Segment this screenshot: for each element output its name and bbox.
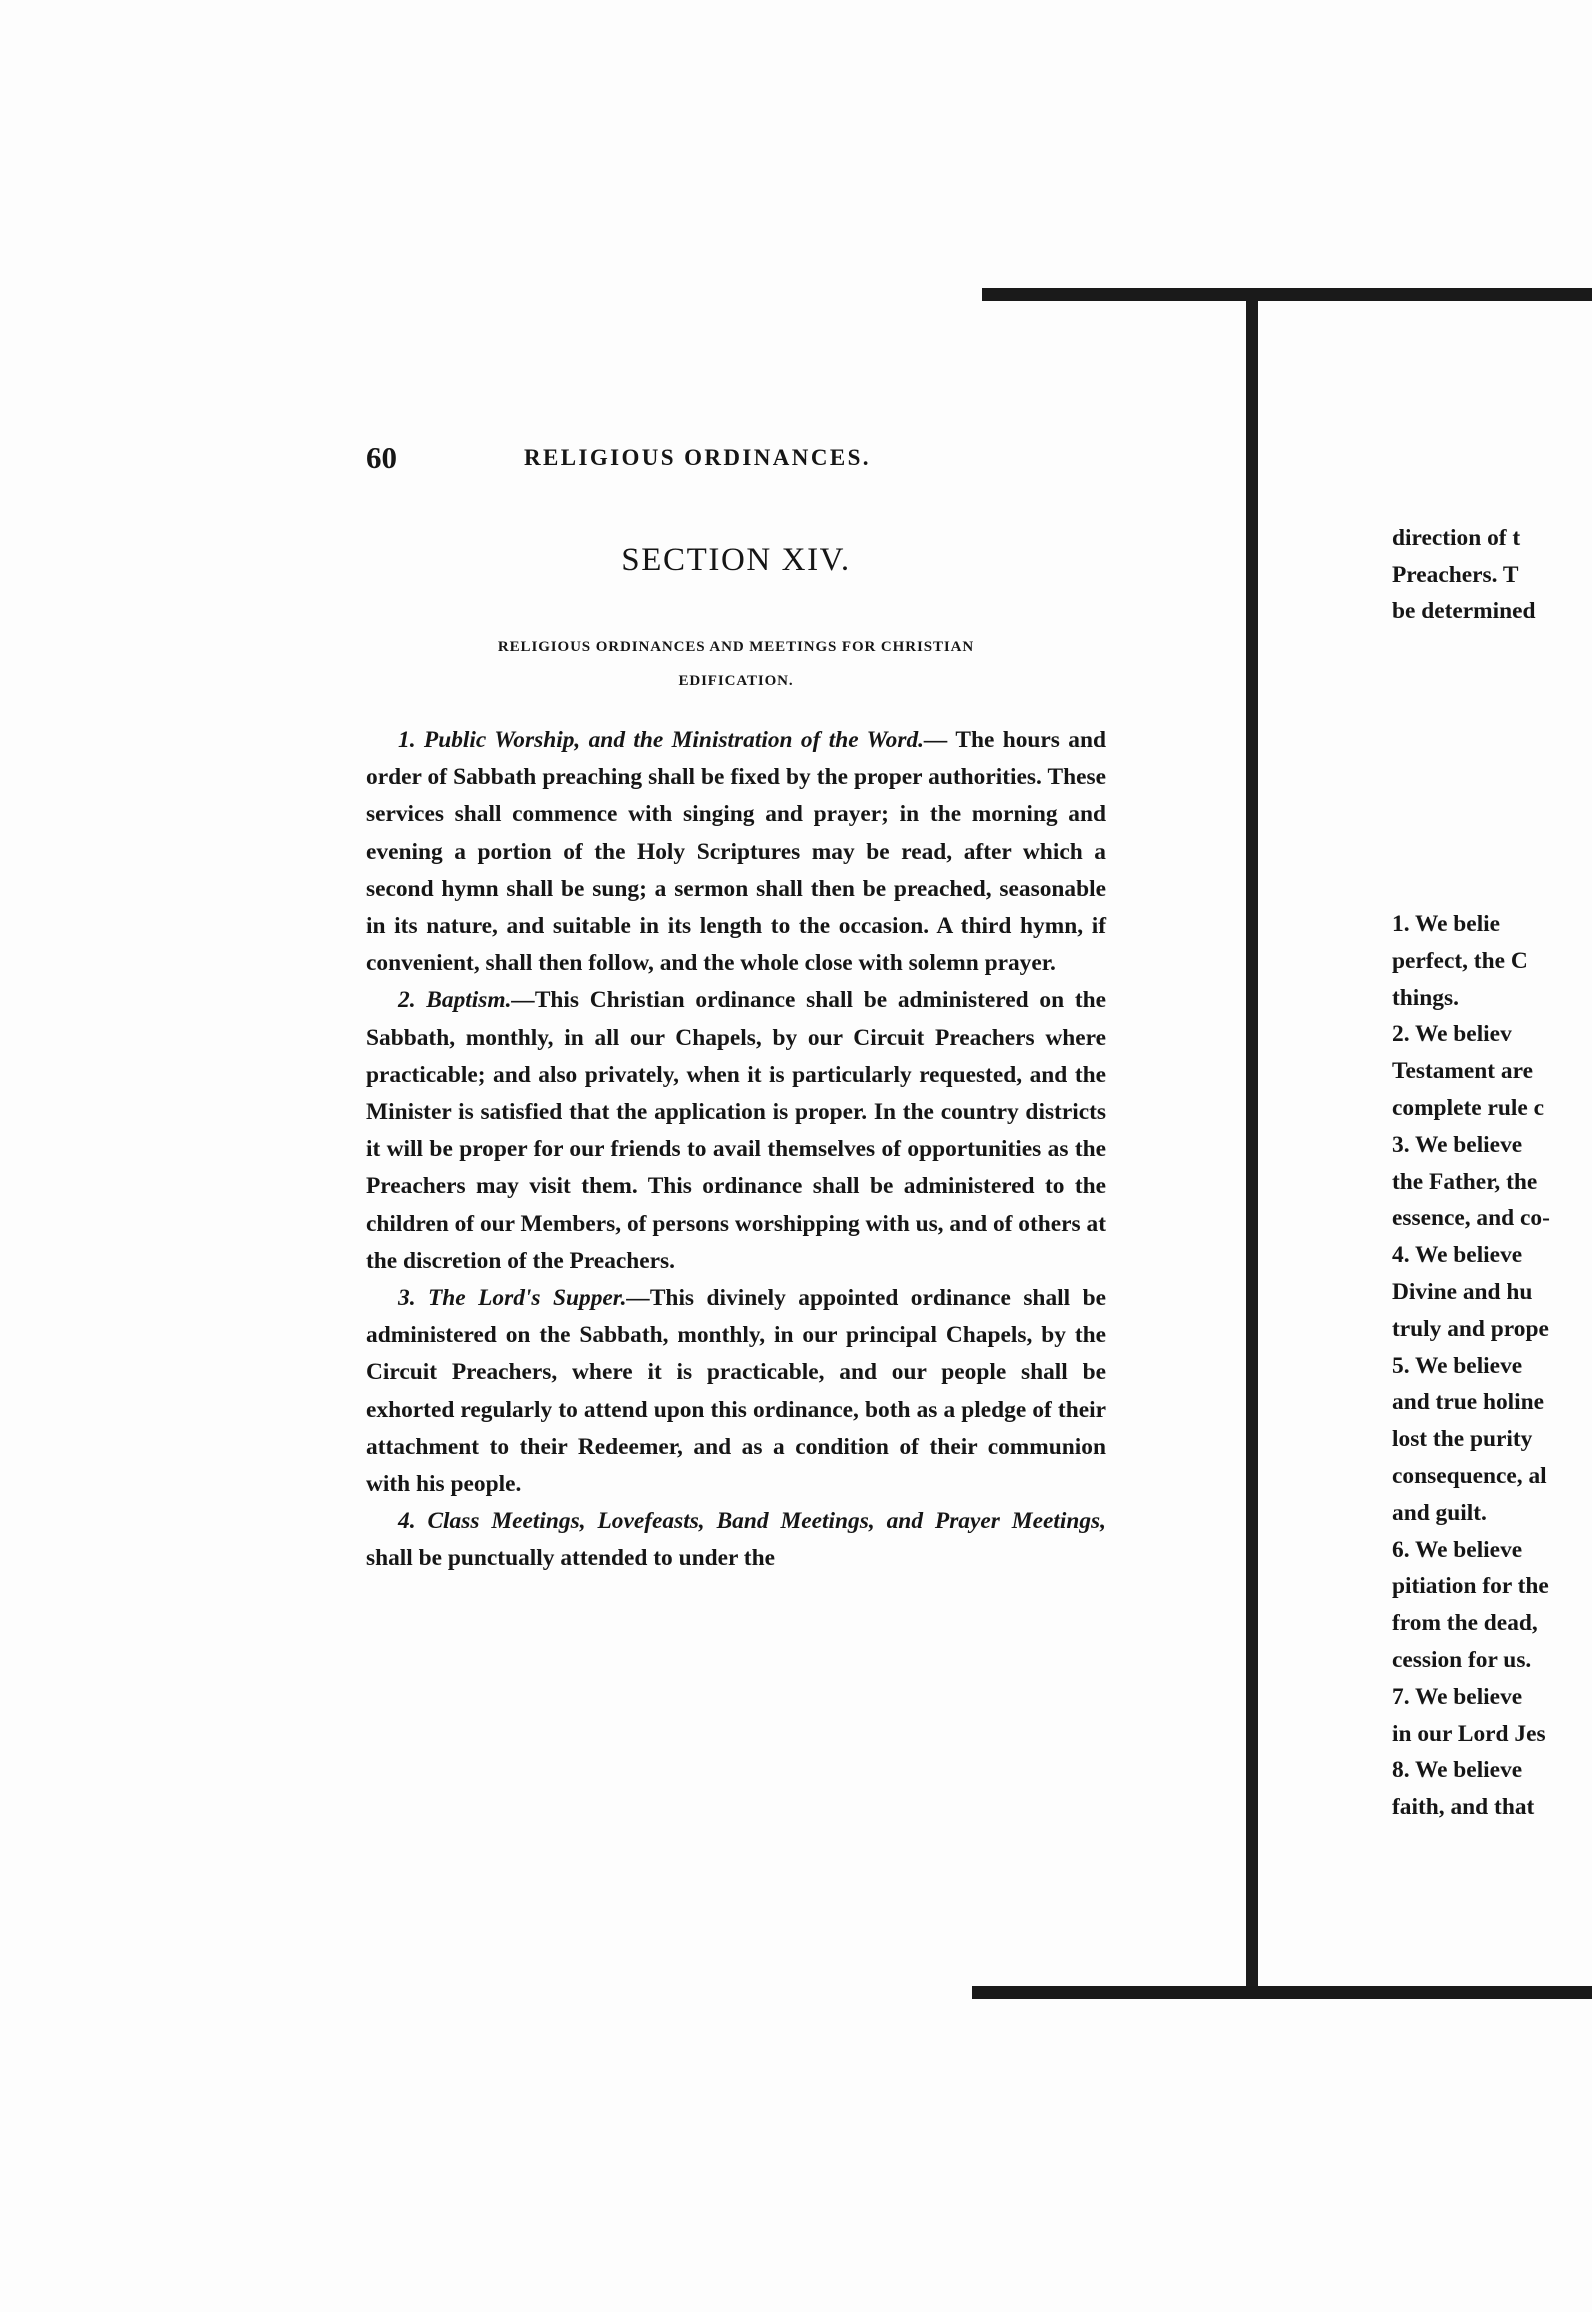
- right-page-line: 1. We belie: [1392, 911, 1501, 937]
- page-number: 60: [366, 440, 397, 475]
- right-page-fragment: [1392, 520, 1592, 1900]
- right-page-line: and guilt.: [1392, 1499, 1487, 1526]
- right-page-line: pitiation for the: [1392, 1573, 1549, 1600]
- right-page-top-lines: [1392, 520, 1536, 630]
- paragraph-baptism: [366, 982, 1106, 1280]
- paragraph-heading: 4. Class Meetings, Lovefeasts, Band Meetings, and Prayer Meetings,: [398, 1508, 1106, 1535]
- gutter-rule: [1246, 300, 1258, 1988]
- running-head: [366, 440, 1106, 484]
- bottom-binding-rule: [972, 1986, 1592, 1999]
- right-page-line: truly and prope: [1392, 1315, 1549, 1342]
- paragraph-public-worship: [366, 722, 1106, 982]
- right-page-articles: [1392, 906, 1550, 1826]
- paragraph-text: The hours and order of Sabbath preaching shall be fixed by the proper authorities. These services shall commence with singing and prayer; in the morning and evening a portion of the Holy Scriptures may be read, after which a second hymn shall be sung; a sermon shall then be preached, seasonable in its nature, and suitable in its length to the occasion. A third hymn, if convenient, shall then follow, and the whole close with solemn prayer.: [366, 727, 1106, 977]
- paragraph-heading: 1. Public Worship, and the Ministration of the Word.—: [398, 727, 948, 753]
- right-page-line: from the dead,: [1392, 1610, 1538, 1637]
- right-page-line: 4. We believe: [1392, 1242, 1523, 1269]
- right-page-line: things.: [1392, 984, 1459, 1011]
- paragraph-lords-supper: [366, 1280, 1106, 1503]
- paragraph-text: This divinely appointed ordinance shall be administered on the Sabbath, monthly, in our principal Chapels, by the Circuit Preachers, where it is practicable, and our people shall be exhorted regularly to attend upon this ordinance, both as a pledge of their attachment to their Redeemer, and as a condition of their communion with his people.: [366, 1285, 1106, 1498]
- right-page-line: Divine and hu: [1392, 1278, 1533, 1305]
- right-page-line: direction of t: [1392, 525, 1521, 551]
- running-title: RELIGIOUS ORDINANCES.: [524, 445, 871, 470]
- right-page-line: 6. We believe: [1392, 1536, 1523, 1563]
- paragraph-text: This Christian ordinance shall be administered on the Sabbath, monthly, in all our Chapels, by our Circuit Preachers where practicable; and also privately, when it is particularly requested, and the Minister is satisfied that the application is proper. In the country districts it will be proper for our friends to avail themselves of opportunities as the Preachers may visit them. This ordinance shall be administered to the children of our Members, of persons worshipping with us, and of others at the discretion of the Preachers.: [366, 987, 1106, 1274]
- right-page-line: perfect, the C: [1392, 947, 1528, 974]
- right-page-line: lost the purity: [1392, 1426, 1533, 1453]
- paragraph-class-meetings: [366, 1503, 1106, 1577]
- right-page-line: and true holine: [1392, 1389, 1545, 1416]
- paragraph-text: shall be punctually attended to under the: [366, 1545, 775, 1572]
- right-page-line: faith, and that: [1392, 1794, 1535, 1821]
- section-subtitle-line-1: RELIGIOUS ORDINANCES AND MEETINGS FOR CHRISTIAN: [497, 639, 975, 655]
- right-page-line: in our Lord Jes: [1392, 1720, 1546, 1747]
- right-page-line: 8. We believe: [1392, 1757, 1523, 1784]
- right-page-line: 7. We believe: [1392, 1683, 1523, 1710]
- right-page-line: Preachers. T: [1392, 561, 1519, 588]
- right-page-line: 3. We believe: [1392, 1131, 1523, 1158]
- top-binding-rule: [982, 288, 1592, 301]
- right-page-line: cession for us.: [1392, 1646, 1532, 1673]
- section-subtitle: [358, 630, 1114, 698]
- body-text: [366, 722, 1106, 1578]
- right-page-line: Testament are: [1392, 1058, 1533, 1085]
- right-page-line: complete rule c: [1392, 1094, 1544, 1121]
- right-page-line: the Father, the: [1392, 1168, 1538, 1195]
- left-page: [358, 428, 1114, 1588]
- right-page-line: 2. We believ: [1392, 1021, 1512, 1048]
- right-page-line: 5. We believe: [1392, 1352, 1523, 1379]
- section-heading: SECTION XIV.: [621, 542, 851, 578]
- paragraph-heading: 2. Baptism.—: [398, 987, 535, 1014]
- right-page-line: be determined: [1392, 598, 1536, 624]
- paragraph-heading: 3. The Lord's Supper.—: [398, 1285, 650, 1312]
- section-subtitle-line-2: EDIFICATION.: [678, 673, 794, 689]
- right-page-line: essence, and co-: [1392, 1205, 1550, 1232]
- right-page-line: consequence, al: [1392, 1462, 1547, 1489]
